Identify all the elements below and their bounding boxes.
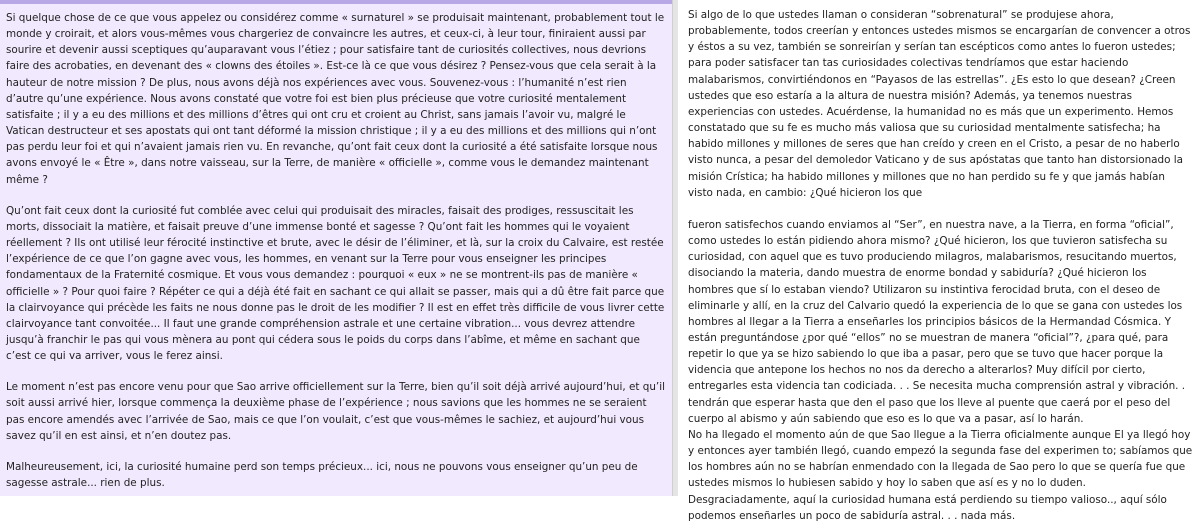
spanish-paragraph-3: No ha llegado el momento aún de que Sao llegue a la Tierra oficialmente aunque El ya llegó hoy y entonces ayer también llegó, cuando empezó la segunda fase del experimen to; sabíamos que los hombres aún no se habrían enmendado con la llegada de Sao pero lo que se quería fue que ustedes mismos lo hubiesen sabido y hoy lo saben que así es y no lo duden. (688, 428, 1193, 490)
spanish-paragraph-1: Si algo de lo que ustedes llaman o consideran “sobrenatural” se produjese ahora, probablemente, todos creerían y entonces ustedes mismos se encargarían de convencer a otros y éstos a su vez, también se sonreirían y serían tan escépticos como antes lo fueron ustedes; para poder satisfacer tan tas curiosidades colectivas tendríamos que estar haciendo malabarismos, convirtiéndonos en “Payasos de las estrellas”. ¿Es esto lo que desean? ¿Creen ustedes que eso estaría a la altura de nuestra misión? Además, ya tenemos nuestras experiencias con ustedes. Acuérdense, la humanidad no es más que un experimento. Hemos constatado que su fe es mucho más valiosa que su curiosidad mentalmente satisfecha; ha habido millones y millones de seres que han creído y creen en el Cristo, a pesar de no haberlo visto nunca, a pesar del demoledor Vaticano y de sus apóstatas que tanto han distorsionado la misión Crística; ha habido millones y millones que no han perdido su fe y que jamás habían visto nada, en cambio: ¿Qué hicieron los que (688, 9, 1191, 199)
french-paragraph-4: Malheureusement, ici, la curiosité humaine perd son temps précieux... ici, nous ne pouvons vous enseigner qu’un peu de sagesse astrale... rien de plus. (6, 460, 638, 490)
french-text-pane[interactable] (0, 4, 672, 496)
french-paragraph-3: Le moment n’est pas encore venu pour que Sao arrive officiellement sur la Terre, bien qu’il soit déjà arrivé aujourd’hui, et qu’il soit aussi arrivé hier, lorsque commença la deuxième phase de l’expérience ; nous savions que les hommes ne se seraient pas encore amendés avec l’arrivée de Sao, mais ce que l’on voulait, c’est que vous-mêmes le sachiez, et aujourd’hui vous savez qu’il en est ainsi, et n’en doutez pas. (6, 381, 665, 442)
french-paragraph-1: Si quelque chose de ce que vous appelez ou considérez comme « surnaturel » se produisait maintenant, probablement tout le monde y croirait, et alors vous-mêmes vous chargeriez de convaincre les autres, et ceux-ci, à leur tour, finiraient aussi par sourire et devenir aussi sceptiques qu’auparavant vous l’étiez ; pour satisfaire tant de curiosités collectives, nous devrions faire des acrobaties, en devenant des « clowns des étoiles ». Est-ce là ce que vous désirez ? Pensez-vous que cela serait à la hauteur de notre mission ? De plus, nous avons déjà nos expériences avec vous. Souvenez-vous : l’humanité n’est rien d’autre qu’une expérience. Nous avons constaté que votre foi est bien plus précieuse que votre curiosité mentalement satisfaite ; il y a eu des millions et des millions d’êtres qui ont cru et croient au Christ, sans jamais l’avoir vu, malgré le Vatican destructeur et ses apostats qui ont tant déformé la mission christique ; il y a eu des millions et des millions qui n’ont pas perdu leur foi et qui n’avaient jamais rien vu. En revanche, qu’ont fait ceux dont la curiosité a été satisfaite lorsque nous avons envoyé le « Être », dans notre vaisseau, sur la Terre, de manière « officielle », comme vous le demandez maintenant même ? (6, 12, 665, 186)
spanish-text-pane[interactable] (678, 0, 1199, 522)
spanish-paragraph-4: Desgraciadamente, aquí la curiosidad humana está perdiendo su tiempo valioso.., aquí sólo podemos enseñarles un poco de sabiduría astral. . . nada más. (688, 493, 1167, 522)
spanish-paragraph-2: fueron satisfechos cuando enviamos al “Ser”, en nuestra nave, a la Tierra, en forma “oficial”, como ustedes lo están pidiendo ahora mismo? ¿Qué hicieron, los que tuvieron satisfecha su curiosidad, con aquel que es tuvo produciendo milagros, malabarismos, resucitando muertos, disociando la materia, dando muestra de enorme bondad y sabiduría? ¿Qué hicieron los hombres que sí lo estaban viendo? Utilizaron su instintiva ferocidad bruta, con el deseo de eliminarle y allí, en la cruz del Calvario quedó la experiencia de lo que se gana con ustedes los hombres al llegar a la Tierra a enseñarles los principios básicos de la Hermandad Cósmica. Y están preguntándose ¿por qué “ellos” no se muestran de manera “oficial”?, ¿para qué, para repetir lo que ya se hizo sabiendo lo que iba a pasar, pero que se tuvo que hacer porque la videncia que antepone los hechos no nos da derecho a alterarlos? Muy difícil por cierto, entregarles esta videncia tan codiciada. . . Se necesita mucha comprensión astral y vibración. . tendrán que esperar hasta que den el paso que los lleve al puente que caerá por el peso del cuerpo al abismo y aún sabiendo que eso es lo que va a pasar, así lo harán. (688, 218, 1186, 425)
french-paragraph-2: Qu’ont fait ceux dont la curiosité fut comblée avec celui qui produisait des miracles, faisait des prodiges, ressuscitait les morts, dissociait la matière, et faisait preuve d’une immense bonté et sagesse ? Qu’ont fait les hommes qui le voyaient réellement ? Ils ont utilisé leur férocité instinctive et brute, avec le désir de l’éliminer, et là, sur la croix du Calvaire, est restée l’expérience de ce que l’on gagne avec vous, les hommes, en venant sur la Terre pour vous enseigner les principes fondamentaux de la Fraternité cosmique. Et vous vous demandez : pourquoi « eux » ne se montrent-ils pas de manière « officielle » ? Pour quoi faire ? Répéter ce qui a déjà été fait en sachant ce qui allait se passer, mais qui a dû être fait parce que la clairvoyance qui précède les faits ne nous donne pas le droit de les modifier ? Il est en effet très difficile de vous livrer cette clairvoyance tant convoitée... Il faut une grande compréhension astrale et une certaine vibration... vous devrez attendre jusqu’à franchir le pas qui vous mènera au pont qui cédera sous le poids du corps dans l’abîme, et même en sachant que c’est ce qui va arriver, vous le ferez ainsi. (6, 204, 665, 363)
